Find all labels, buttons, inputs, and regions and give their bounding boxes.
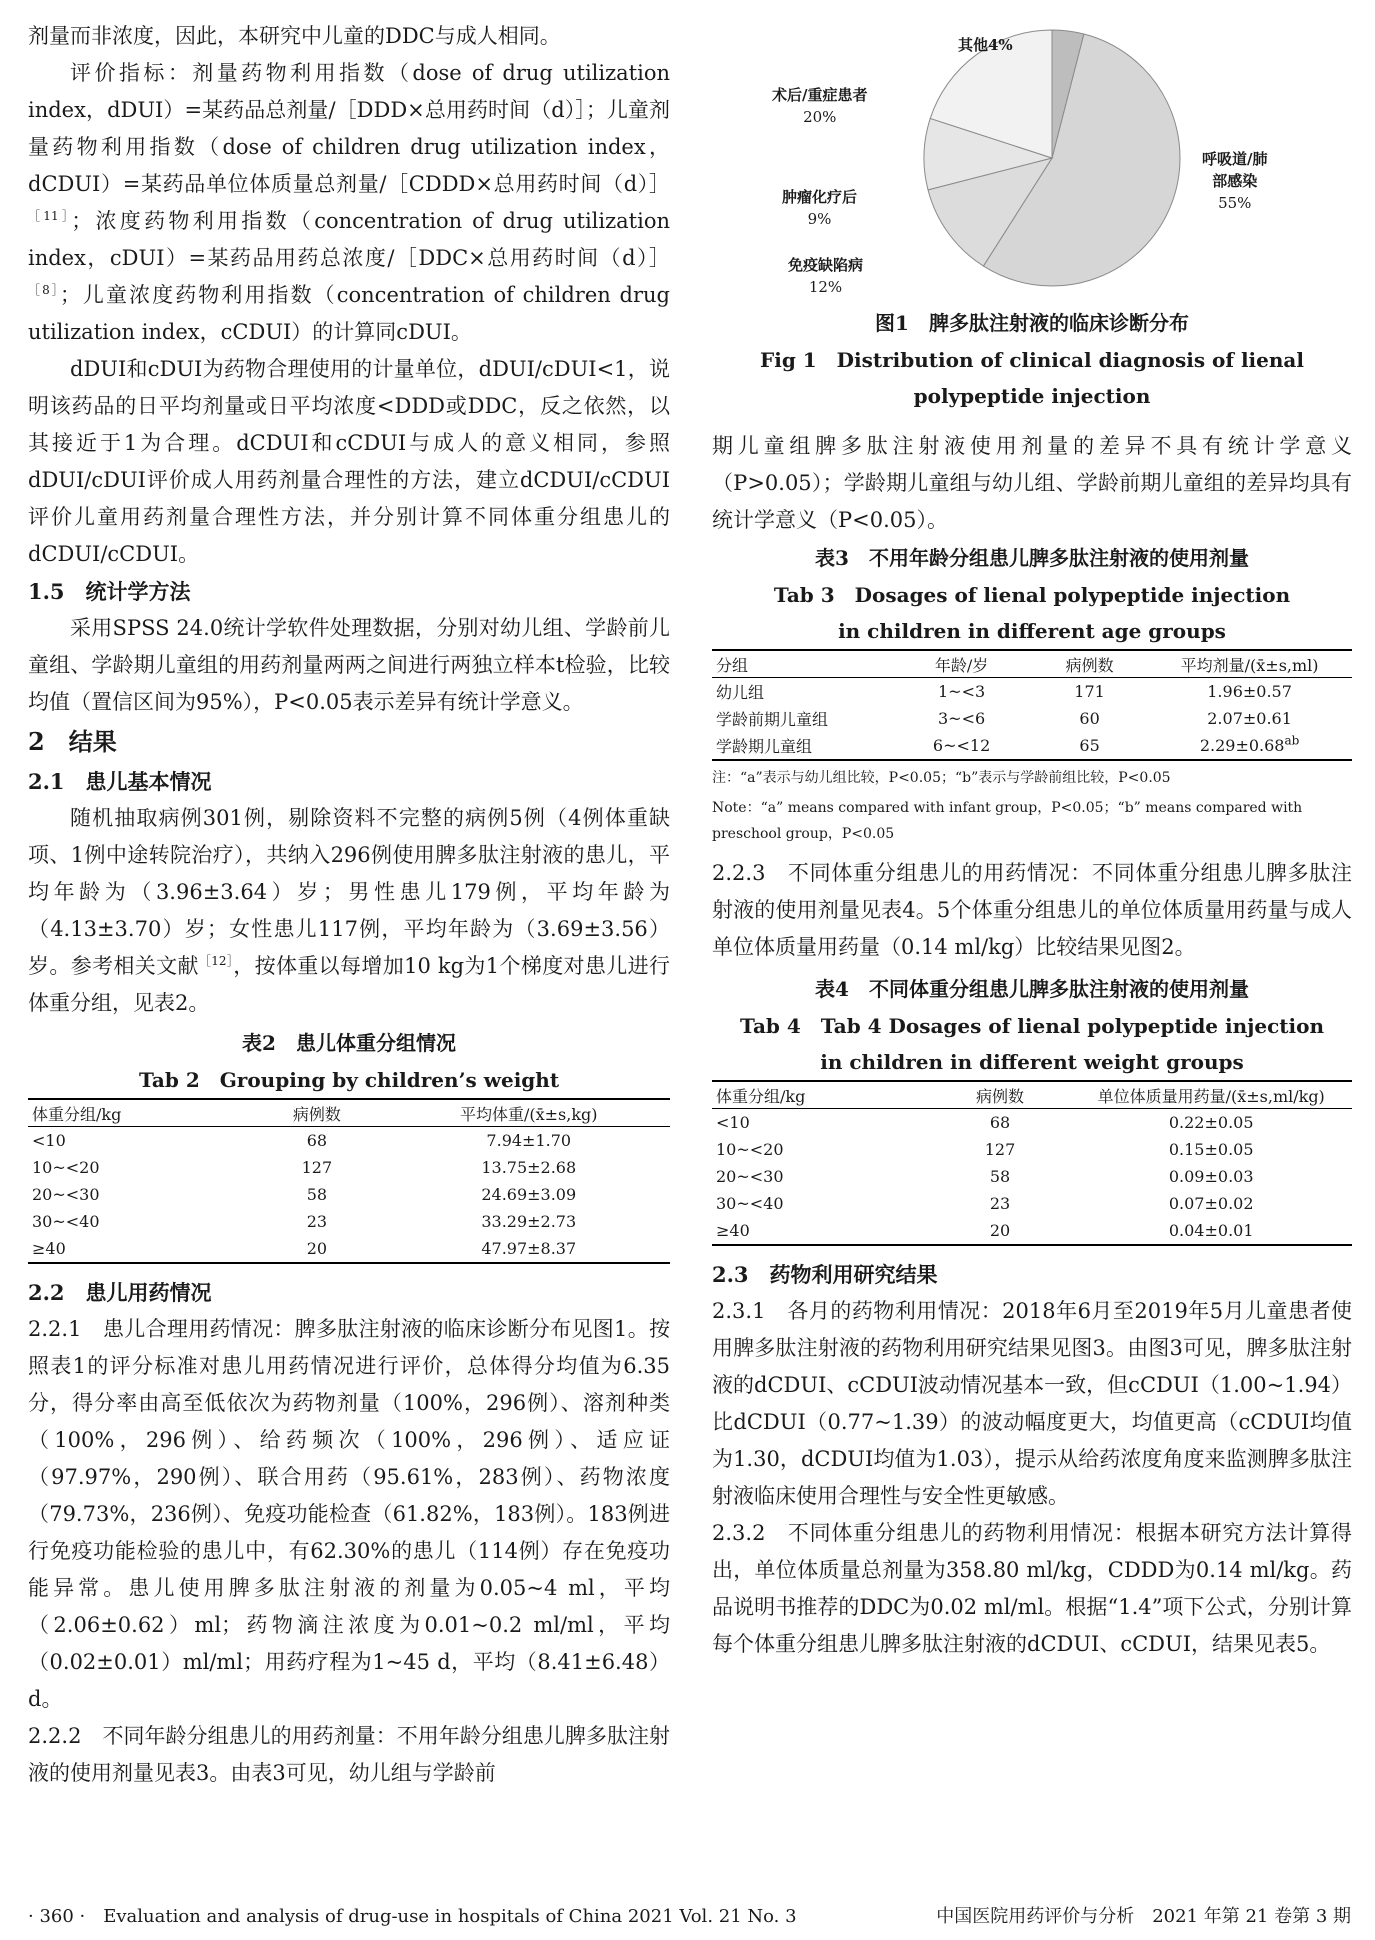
paragraph: 2.3.2 不同体重分组患儿的药物利用情况：根据本研究方法计算得出，单位体质量总剂量为358.80 ml/kg，CDDD为0.14 ml/kg。药品说明书推荐的DDC为0.02 ml/ml。根据“1.4”项下公式，分别计算每个体重分组患儿脾多肽注射液的dCDUI、cCDUI，结果见表5。 xyxy=(712,1521,1352,1656)
paragraph: 2.2.1 患儿合理用药情况：脾多肽注射液的临床诊断分布见图1。按照表1的评分标准对患儿用药情况进行评价，总体得分均值为6.35分，得分率由高至低依次为药物剂量（100%，296例）、溶剂种类（100%，296例）、给药频次（100%，296例）、适应证（97.97%，290例）、联合用药（95.61%，283例）、药物浓度（79.73%，236例）、免疫功能检查（61.82%，183例）。183例进行免疫功能检验的患儿中，有62.30%的患儿（114例）存在免疫功能异常。患儿使用脾多肽注射液的剂量为0.05~4 ml，平均（2.06±0.62）ml；药物滴注浓度为0.01~0.2 ml/ml，平均（0.02±0.01）ml/ml；用药疗程为1~45 d，平均（8.41±6.48）d。 xyxy=(28,1317,670,1711)
table-note-cn: 注：“a”表示与幼儿组比较，P<0.05；“b”表示与学龄前组比较，P<0.05 xyxy=(712,770,1171,786)
section-heading: 2.1 患儿基本情况 xyxy=(28,769,212,794)
column-header: 体重分组/kg xyxy=(28,1099,246,1127)
footer-right: 中国医院用药评价与分析 2021 年第 21 卷第 3 期 xyxy=(936,1906,1351,1927)
figure-1 xyxy=(712,8,1352,298)
column-header: 单位体质量用药量/(x̄±s,ml/kg) xyxy=(1070,1081,1352,1109)
table-caption-cn: 表4 不同体重分组患儿脾多肽注射液的使用剂量 xyxy=(815,977,1249,1001)
column-header: 分组 xyxy=(712,650,891,678)
right-column xyxy=(712,8,1352,1663)
paragraph: 剂量而非浓度，因此，本研究中儿童的DDC与成人相同。 xyxy=(28,24,561,48)
table-row: 学龄前期儿童组 3~<6 60 2.07±0.61 xyxy=(716,709,1292,729)
pie-label-immune: 免疫缺陷病 12% xyxy=(788,256,864,296)
table-caption-cn: 表2 患儿体重分组情况 xyxy=(242,1031,456,1055)
table-row: 10~<20 127 0.15±0.05 xyxy=(716,1140,1254,1159)
table-2 xyxy=(28,1024,670,1264)
table-row: <10 68 0.22±0.05 xyxy=(716,1113,1254,1132)
data-table xyxy=(712,649,1352,761)
table-3 xyxy=(712,539,1352,847)
table-row: 20~<30 58 24.69±3.09 xyxy=(32,1185,577,1204)
table-row: ≥40 20 47.97±8.37 xyxy=(28,1235,670,1263)
figure-caption-en: polypeptide injection xyxy=(913,384,1151,408)
paragraph: 期儿童组脾多肽注射液使用剂量的差异不具有统计学意义（P>0.05）；学龄期儿童组与幼儿组、学龄前期儿童组的差异均具有统计学意义（P<0.05）。 xyxy=(712,434,1352,532)
table-note-en: Note：“a” means compared with infant group，P<0.05；“b” means compared with preschool group，P<0.05 xyxy=(712,800,1303,842)
table-caption-en: Tab 3 Dosages of lienal polypeptide injection xyxy=(773,583,1291,607)
table-caption-en: in children in different weight groups xyxy=(820,1050,1244,1074)
table-row: ≥40 20 0.04±0.01 xyxy=(712,1217,1352,1245)
paragraph: dDUI和cDUI为药物合理使用的计量单位，dDUI/cDUI<1，说明该药品的日平均剂量或日平均浓度<DDD或DDC，反之依然，以其接近于1为合理。dCDUI和cCDUI与成人的意义相同，参照dDUI/cDUI评价成人用药剂量合理性的方法，建立dCDUI/cCDUI评价儿童用药剂量合理性方法，并分别计算不同体重分组患儿的dCDUI/cCDUI。 xyxy=(28,357,670,566)
column-header: 年龄/岁 xyxy=(891,650,1032,678)
table-caption-en: Tab 2 Grouping by children’s weight xyxy=(138,1068,560,1092)
figure-caption-cn: 图1 脾多肽注射液的临床诊断分布 xyxy=(875,311,1189,335)
table-4 xyxy=(712,970,1352,1246)
paragraph: 评价指标：剂量药物利用指数（dose of drug utilization index，dDUI）=某药品总剂量/［DDD×总用药时间（d）］；儿童剂量药物利用指数（dose of children drug utilization index，dCDUI）=某药品单位体质量总剂量/［CDDD×总用药时间（d）］$^{[11]}$；浓度药物利用指数（concentration of drug utilization index，cDUI）=某药品用药总浓度/［DDC×总用药时间（d）］$^{[8]}$；儿童浓度药物利用指数（concentration of children drug utilization index，cCDUI）的计算同cDUI。 xyxy=(28,61,670,344)
paragraph: 2.2.3 不同体重分组患儿的用药情况：不同体重分组患儿脾多肽注射液的使用剂量见表4。5个体重分组患儿的单位体质量用药量与成人单位体质量用药量（0.14 ml/kg）比较结果见图2。 xyxy=(712,861,1352,959)
table-row: 10~<20 127 13.75±2.68 xyxy=(32,1158,577,1177)
paragraph: 2.3.1 各月的药物利用情况：2018年6月至2019年5月儿童患者使用脾多肽注射液的药物利用研究结果见图3。由图3可见，脾多肽注射液的dCDUI、cCDUI波动情况基本一致，但cCDUI（1.00~1.94）比dCDUI（0.77~1.39）的波动幅度更大，均值更高（cCDUI均值为1.30，dCDUI均值为1.03），提示从给药浓度角度来监测脾多肽注射液临床使用合理性与安全性更敏感。 xyxy=(712,1299,1352,1508)
column-header: 平均体重/(x̄±s,kg) xyxy=(388,1099,671,1127)
pie-label-tumor: 肿瘤化疗后 9% xyxy=(782,188,858,228)
citation: ［11］ xyxy=(28,209,72,223)
significance-mark: ab xyxy=(1284,733,1300,748)
column-header: 平均剂量/(x̄±s,ml) xyxy=(1147,650,1352,678)
data-table xyxy=(28,1098,670,1264)
column-header: 体重分组/kg xyxy=(712,1081,930,1109)
pie-label-other: 其他4% xyxy=(958,36,1013,54)
column-header: 病例数 xyxy=(1032,650,1147,678)
figure-caption-en: Fig 1 Distribution of clinical diagnosis of lienal xyxy=(760,348,1304,372)
section-heading: 1.5 统计学方法 xyxy=(28,579,191,604)
data-table xyxy=(712,1080,1352,1246)
section-heading: 2.3 药物利用研究结果 xyxy=(712,1262,938,1287)
paragraph: 采用SPSS 24.0统计学软件处理数据，分别对幼儿组、学龄前儿童组、学龄期儿童组的用药剂量两两之间进行两独立样本t检验，比较均值（置信区间为95%），P<0.05表示差异有统计学意义。 xyxy=(28,616,670,714)
table-row: 幼儿组 1~<3 171 1.96±0.57 xyxy=(716,682,1292,702)
column-header: 病例数 xyxy=(930,1081,1071,1109)
citation: ［12］ xyxy=(198,954,234,968)
citation: ［8］ xyxy=(28,283,60,297)
left-column xyxy=(28,18,670,1792)
section-heading: 2.2 患儿用药情况 xyxy=(28,1280,212,1305)
section-heading: 2 结果 xyxy=(28,727,117,756)
pie-label-respiratory: 呼吸道/肺 部感染 55% xyxy=(1202,150,1268,212)
paragraph: 随机抽取病例301例，剔除资料不完整的病例5例（4例体重缺项、1例中途转院治疗），共纳入296例使用脾多肽注射液的患儿，平均年龄为（3.96±3.64）岁；男性患儿179例，平均年龄为（4.13±3.70）岁；女性患儿117例，平均年龄为（3.69±3.56）岁。参考相关文献$^{[12]}$，按体重以每增加10 kg为1个梯度对患儿进行体重分组，见表2。 xyxy=(28,806,670,1015)
table-row: 学龄期儿童组 6~<12 65 2.29±0.68$^{ab}$ xyxy=(712,732,1352,760)
table-caption-cn: 表3 不用年龄分组患儿脾多肽注射液的使用剂量 xyxy=(815,546,1249,570)
footer-left: · 360 · Evaluation and analysis of drug-use in hospitals of China 2021 Vol. 21 No. 3 xyxy=(28,1906,797,1927)
table-row: 30~<40 23 33.29±2.73 xyxy=(32,1212,577,1231)
column-header: 病例数 xyxy=(246,1099,387,1127)
pie-label-postop: 术后/重症患者 20% xyxy=(772,86,868,126)
table-row: <10 68 7.94±1.70 xyxy=(32,1131,572,1150)
table-caption-en: in children in different age groups xyxy=(838,619,1226,643)
paragraph: 2.2.2 不同年龄分组患儿的用药剂量：不用年龄分组患儿脾多肽注射液的使用剂量见表3。由表3可见，幼儿组与学龄前 xyxy=(28,1724,670,1785)
table-row: 20~<30 58 0.09±0.03 xyxy=(716,1167,1254,1186)
table-caption-en: Tab 4 Tab 4 Dosages of lienal polypeptide injection xyxy=(739,1014,1324,1038)
table-row: 30~<40 23 0.07±0.02 xyxy=(716,1194,1254,1213)
